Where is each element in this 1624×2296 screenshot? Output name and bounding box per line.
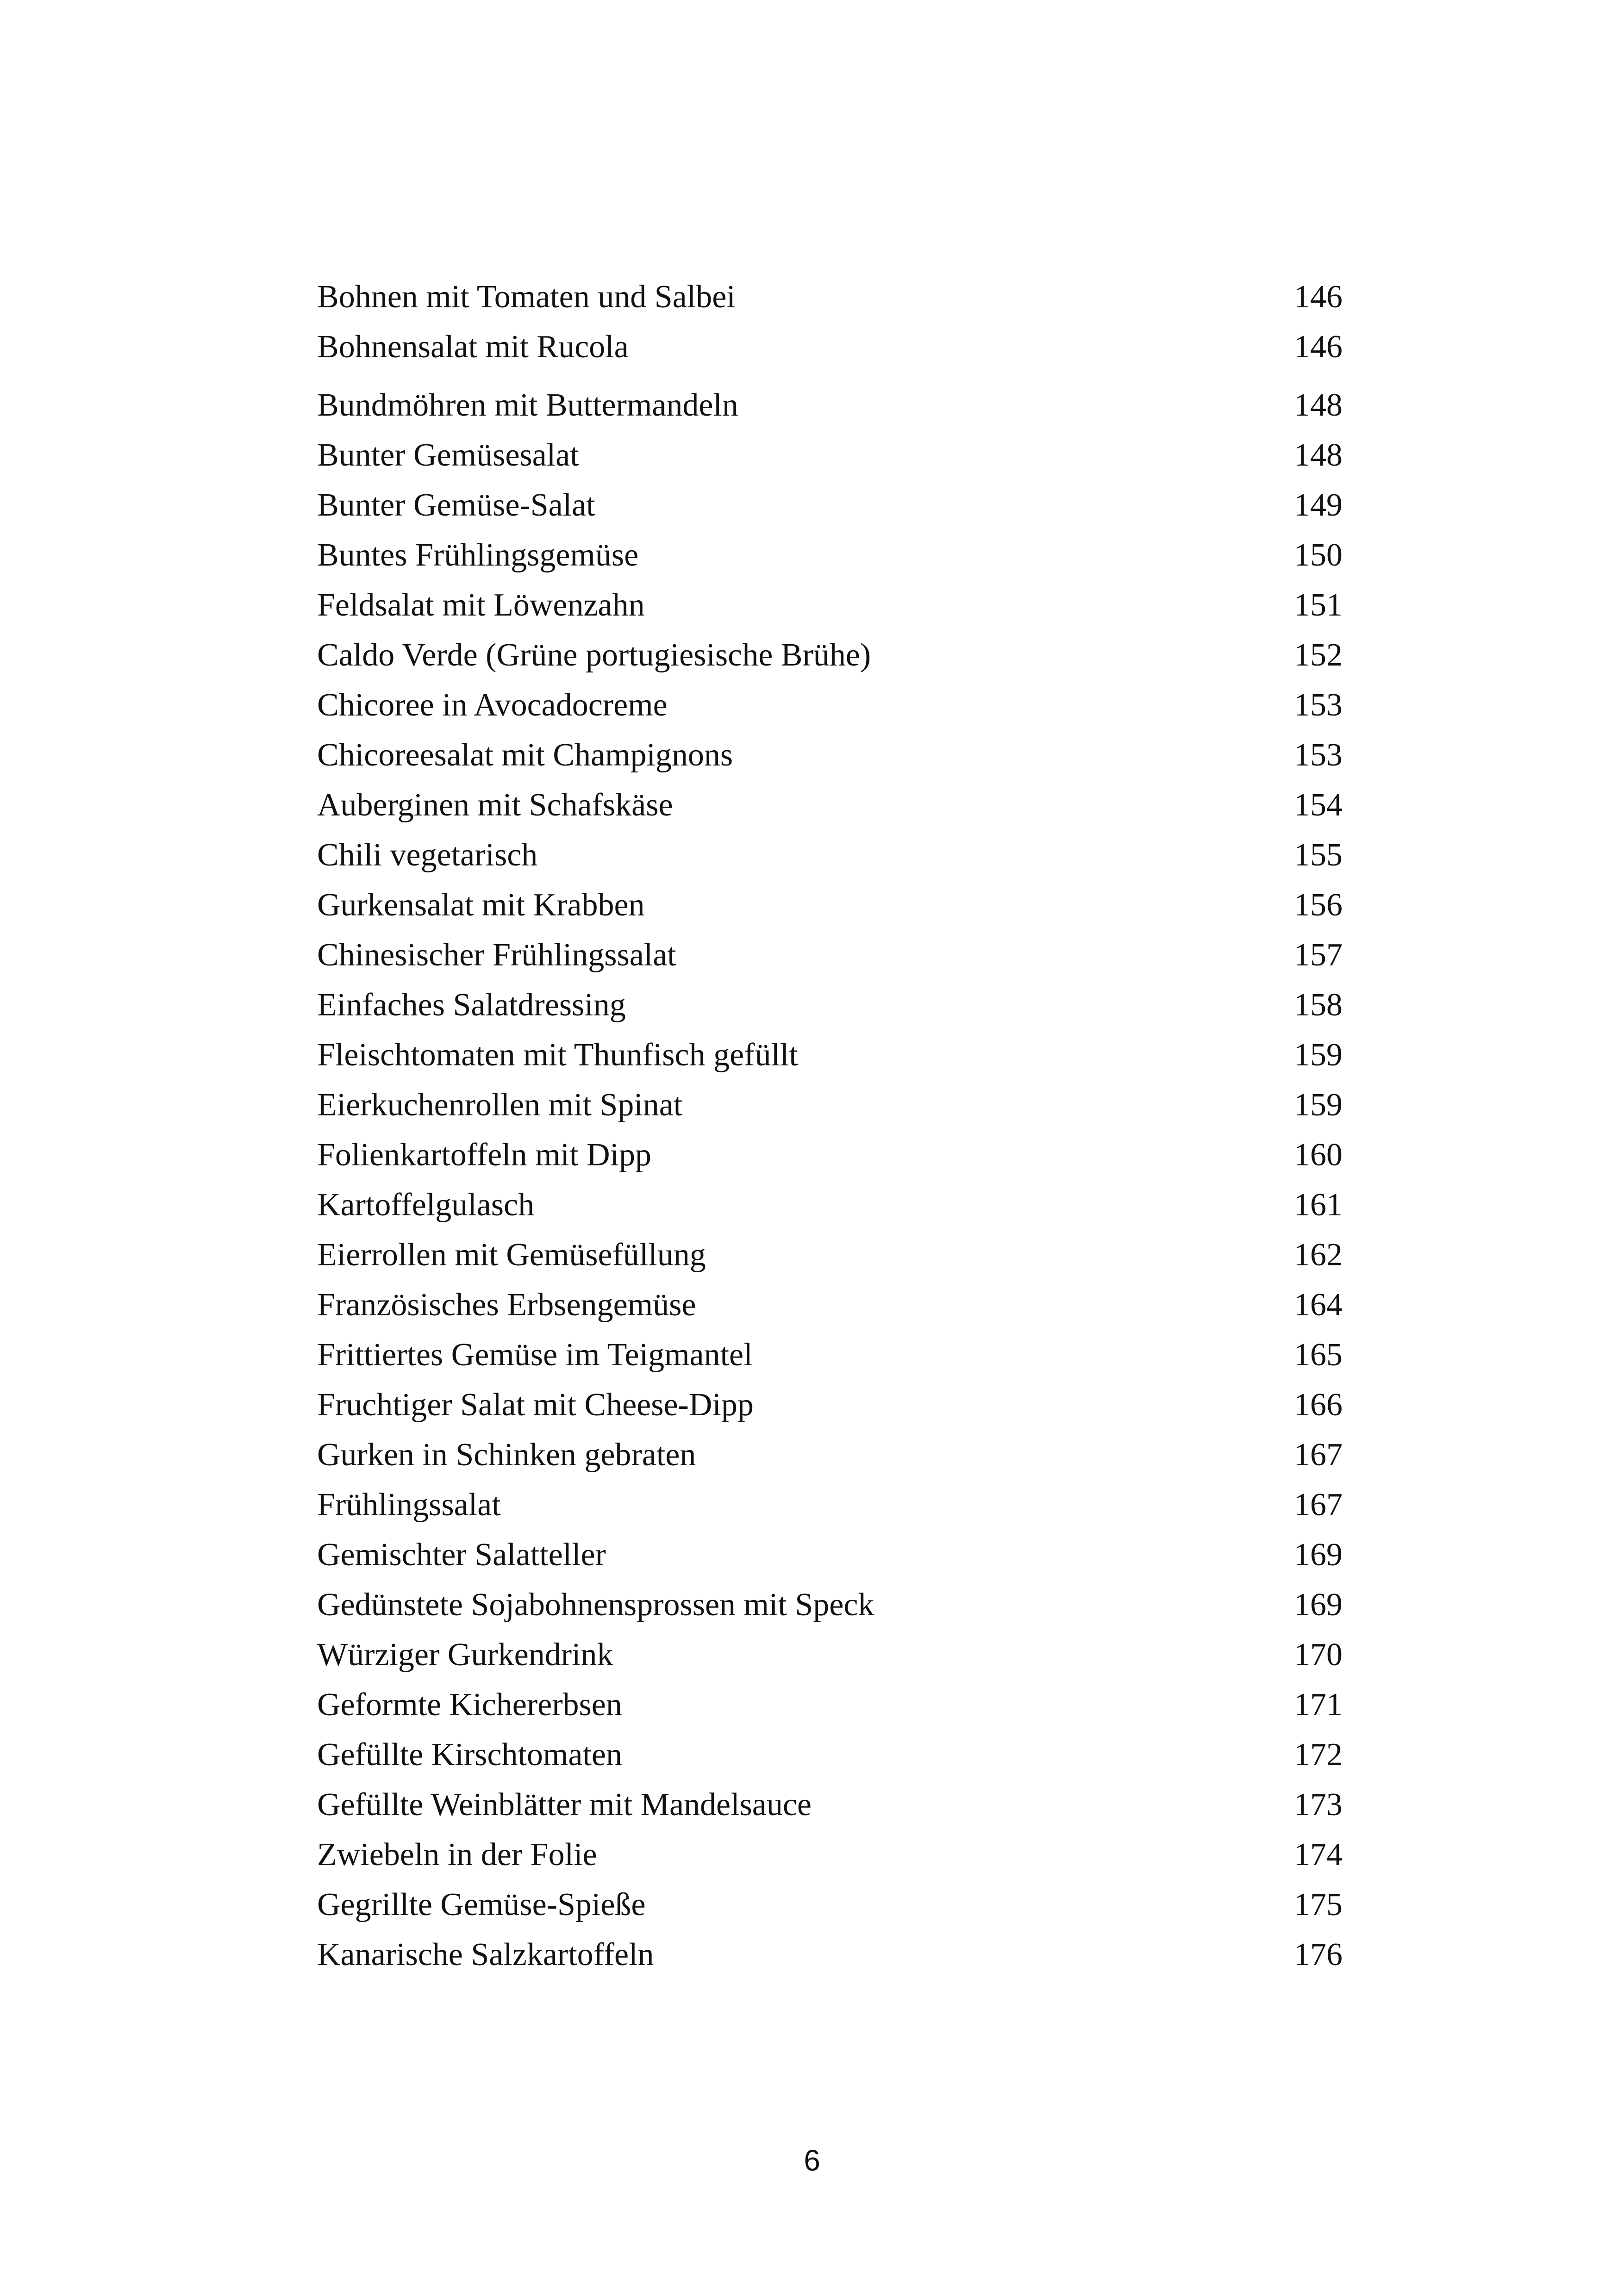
toc-entry-title: Feldsalat mit Löwenzahn <box>317 587 645 623</box>
toc-entry-page: 174 <box>1294 1837 1343 1873</box>
toc-entry-title: Bundmöhren mit Buttermandeln <box>317 387 738 423</box>
toc-entry-page: 157 <box>1294 937 1343 973</box>
toc-entry <box>317 1430 1343 1480</box>
toc-entry-page: 155 <box>1294 837 1343 873</box>
toc-entry-page: 172 <box>1294 1737 1343 1773</box>
toc-entry-title: Gurken in Schinken gebraten <box>317 1437 696 1473</box>
toc-entry-page: 169 <box>1294 1537 1343 1573</box>
toc-entry-page: 154 <box>1294 787 1343 823</box>
toc-entry <box>317 980 1343 1030</box>
toc-entry <box>317 1830 1343 1880</box>
toc-entry-page: 153 <box>1294 687 1343 723</box>
toc-entry <box>317 1380 1343 1430</box>
toc-entry-title: Würziger Gurkendrink <box>317 1637 613 1673</box>
toc-entry-title: Frittiertes Gemüse im Teigmantel <box>317 1337 753 1373</box>
toc-entry-page: 158 <box>1294 987 1343 1023</box>
toc-entry-title: Bohnensalat mit Rucola <box>317 329 629 365</box>
toc-entry-page: 151 <box>1294 587 1343 623</box>
toc-entry-page: 156 <box>1294 887 1343 923</box>
toc-entry-page: 173 <box>1294 1787 1343 1823</box>
toc-entry-title: Eierkuchenrollen mit Spinat <box>317 1087 683 1123</box>
toc-entry <box>317 1730 1343 1780</box>
toc-entry <box>317 1080 1343 1130</box>
toc-entry <box>317 930 1343 980</box>
toc-entry-title: Französisches Erbsengemüse <box>317 1287 696 1323</box>
toc-entry <box>317 1180 1343 1230</box>
toc-entry-title: Caldo Verde (Grüne portugiesische Brühe) <box>317 637 871 673</box>
toc-entry-title: Gurkensalat mit Krabben <box>317 887 645 923</box>
toc-entry <box>317 630 1343 680</box>
toc-entry-page: 175 <box>1294 1887 1343 1923</box>
toc-entry <box>317 1930 1343 1980</box>
toc-entry-title: Gemischter Salatteller <box>317 1537 606 1573</box>
toc-entry-page: 176 <box>1294 1937 1343 1972</box>
toc-entry-page: 146 <box>1294 279 1343 315</box>
toc-entry-page: 167 <box>1294 1437 1343 1473</box>
toc-entry-page: 160 <box>1294 1137 1343 1173</box>
toc-entry-page: 146 <box>1294 329 1343 365</box>
toc-entry <box>317 430 1343 480</box>
toc-entry-title: Gedünstete Sojabohnensprossen mit Speck <box>317 1587 874 1623</box>
toc-entry-page: 169 <box>1294 1587 1343 1623</box>
toc-entry <box>317 1580 1343 1630</box>
toc-entry-title: Chinesischer Frühlingssalat <box>317 937 676 973</box>
toc-entry-title: Kanarische Salzkartoffeln <box>317 1937 654 1972</box>
toc-entry-page: 171 <box>1294 1687 1343 1723</box>
toc-entry-page: 150 <box>1294 537 1343 573</box>
toc-entry <box>317 530 1343 580</box>
toc-entry-title: Gegrillte Gemüse-Spieße <box>317 1887 646 1923</box>
toc-entry-title: Fruchtiger Salat mit Cheese-Dipp <box>317 1387 754 1423</box>
toc-entry-title: Gefüllte Kirschtomaten <box>317 1737 622 1773</box>
toc-entry <box>317 1630 1343 1680</box>
toc-entry <box>317 780 1343 830</box>
toc-entry-title: Eierrollen mit Gemüsefüllung <box>317 1237 706 1273</box>
toc-entry-page: 159 <box>1294 1037 1343 1073</box>
toc-entry <box>317 1030 1343 1080</box>
toc-entry <box>317 1280 1343 1330</box>
toc-entry-title: Chicoree in Avocadocreme <box>317 687 668 723</box>
toc-entry <box>317 1530 1343 1580</box>
toc-entry <box>317 680 1343 730</box>
toc-entry <box>317 830 1343 880</box>
toc-entry-page: 159 <box>1294 1087 1343 1123</box>
toc-entry <box>317 322 1343 372</box>
toc-entry-page: 161 <box>1294 1187 1343 1223</box>
toc-entry-title: Chili vegetarisch <box>317 837 538 873</box>
toc-entry-title: Einfaches Salatdressing <box>317 987 626 1023</box>
toc-entry-page: 164 <box>1294 1287 1343 1323</box>
toc-entry-page: 149 <box>1294 487 1343 523</box>
toc-entry-title: Gefüllte Weinblätter mit Mandelsauce <box>317 1787 812 1823</box>
toc-entry <box>317 880 1343 930</box>
toc-entry-page: 152 <box>1294 637 1343 673</box>
toc-entry <box>317 730 1343 780</box>
toc-entry-title: Geformte Kichererbsen <box>317 1687 622 1723</box>
toc-entry <box>317 380 1343 430</box>
toc-entry-title: Frühlingssalat <box>317 1487 501 1523</box>
toc-entry-page: 153 <box>1294 737 1343 773</box>
toc-entry <box>317 1780 1343 1830</box>
toc-entry-page: 167 <box>1294 1487 1343 1523</box>
toc-entry-title: Kartoffelgulasch <box>317 1187 535 1223</box>
toc-entry-page: 148 <box>1294 437 1343 473</box>
toc-entry-page: 165 <box>1294 1337 1343 1373</box>
toc-entry-title: Bunter Gemüsesalat <box>317 437 579 473</box>
toc-entry-page: 148 <box>1294 387 1343 423</box>
toc-entry <box>317 1330 1343 1380</box>
toc-entry <box>317 1880 1343 1930</box>
toc-entry-title: Bunter Gemüse-Salat <box>317 487 595 523</box>
toc-entry-title: Bohnen mit Tomaten und Salbei <box>317 279 736 315</box>
table-of-contents <box>317 272 1343 1980</box>
toc-entry-title: Buntes Frühlingsgemüse <box>317 537 639 573</box>
toc-entry-title: Chicoreesalat mit Champignons <box>317 737 733 773</box>
toc-entry-title: Fleischtomaten mit Thunfisch gefüllt <box>317 1037 798 1073</box>
toc-entry <box>317 1230 1343 1280</box>
toc-entry <box>317 1480 1343 1530</box>
toc-entry <box>317 272 1343 322</box>
toc-entry <box>317 1680 1343 1730</box>
toc-entry-page: 166 <box>1294 1387 1343 1423</box>
toc-entry-title: Zwiebeln in der Folie <box>317 1837 597 1873</box>
page-number: 6 <box>804 2144 820 2177</box>
toc-entry-page: 170 <box>1294 1637 1343 1673</box>
toc-entry <box>317 1130 1343 1180</box>
toc-entry <box>317 480 1343 530</box>
toc-entry <box>317 580 1343 630</box>
toc-entry-page: 162 <box>1294 1237 1343 1273</box>
toc-entry-title: Auberginen mit Schafskäse <box>317 787 673 823</box>
toc-entry-title: Folienkartoffeln mit Dipp <box>317 1137 651 1173</box>
